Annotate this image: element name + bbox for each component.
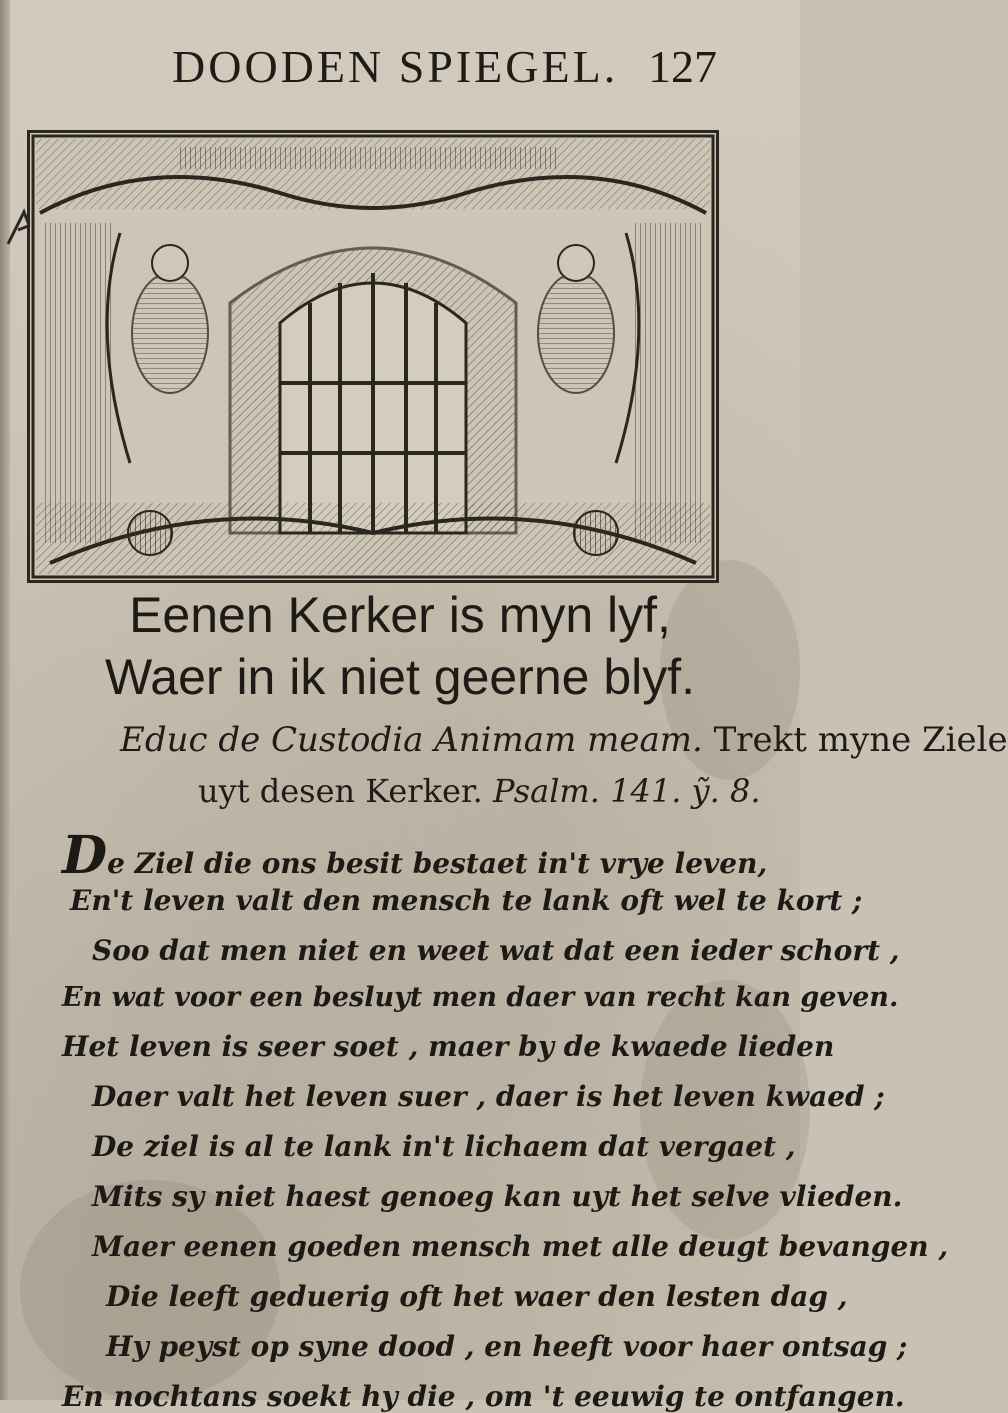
running-title: DOODEN SPIEGEL. [172, 41, 619, 92]
dutch-verse: Trekt myne Ziele [713, 720, 1008, 760]
motto-line-1: Eenen Kerker is myn lyf, [129, 587, 671, 643]
scripture-verse-line-1 [120, 720, 1008, 760]
page-number: 127 [648, 41, 717, 92]
poem-line: Mits sy niet haest genoeg kan uyt het selve vlieden. [92, 1180, 903, 1213]
poem-line: Hy peyst op syne dood , en heeft voor haer ontsag ; [106, 1330, 908, 1363]
poem-line: En nochtans soekt hy die , om 't eeuwig te ontfangen. [62, 1380, 905, 1413]
poem-line: Die leeft geduerig oft het waer den lesten dag , [106, 1280, 848, 1313]
scripture-verse-line-2 [198, 772, 998, 810]
verse-reference: Psalm. 141. ỹ. 8. [493, 772, 761, 810]
engraving-prison-icon [27, 130, 719, 583]
dutch-verse-continued: uyt desen Kerker. [198, 772, 483, 810]
motto-line-2: Waer in ik niet geerne blyf. [104, 649, 696, 705]
poem-line: Daer valt het leven suer , daer is het leven kwaed ; [92, 1080, 885, 1113]
poem-line: Maer eenen goeden mensch met alle deugt bevangen , [92, 1230, 949, 1263]
latin-verse: Educ de Custodia Animam meam. [120, 720, 703, 760]
poem-line: En't leven valt den mensch te lank oft wel te kort ; [70, 884, 863, 917]
poem-line: En wat voor een besluyt men daer van recht kan geven. [62, 982, 899, 1013]
running-head [150, 30, 750, 100]
poem-line: Het leven is seer soet , maer by de kwaede lieden [62, 1030, 835, 1063]
poem-line-text: e Ziel die ons besit bestaet in't vrye leven, [107, 847, 768, 880]
poem-line: Soo dat men niet en weet wat dat een ieder schort , [92, 934, 900, 967]
poem-line [62, 825, 768, 886]
poem-line: De ziel is al te lank in't lichaem dat vergaet , [92, 1130, 796, 1163]
drop-initial: D [62, 825, 108, 886]
